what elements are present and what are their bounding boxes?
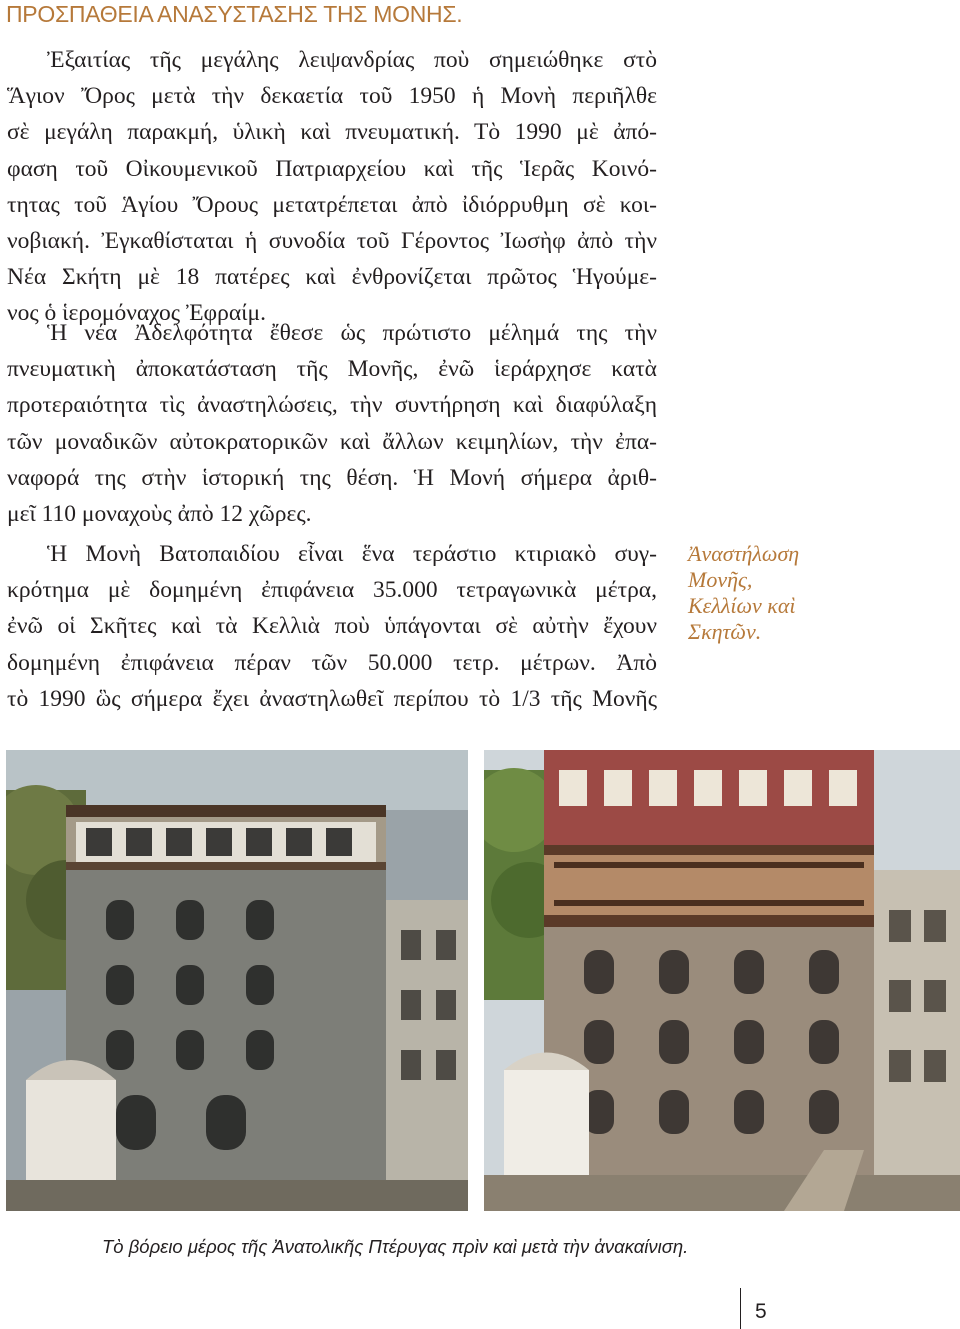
text-line: Νέα Σκήτη μὲ 18 πατέρες καὶ ἐνθρονίζεται πρῶτος Ἡγούμε- <box>7 264 657 291</box>
page-number: 5 <box>755 1300 767 1323</box>
photo-caption: Τὸ βόρειο μέρος τῆς Ἀνατολικῆς Πτέρυγας πρὶν καὶ μετὰ τὴν ἀνακαίνιση. <box>102 1236 689 1257</box>
text-line: πνευματικὴ ἀποκατάσταση τῆς Μονῆς, ἐνῶ ἱεράρχησε κατὰ <box>7 356 657 383</box>
margin-note-line: Ἀναστήλωση <box>688 541 800 566</box>
paragraph-history <box>7 42 657 332</box>
paragraph-brotherhood <box>7 315 657 532</box>
section-heading: ΠΡΟΣΠΑΘΕΙΑ ΑΝΑΣΥΣΤΑΣΗΣ ΤΗΣ ΜΟΝΗΣ. <box>6 1 463 27</box>
text-line: Ἅγιον Ὄρος μετὰ τὴν δεκαετία τοῦ 1950 ἡ Μονὴ περιῆλθε <box>7 83 657 110</box>
margin-note-line: Κελλίων καὶ <box>688 593 796 618</box>
text-line: νοβιακή. Ἐγκαθίσταται ἡ συνοδία τοῦ Γέροντος Ἰωσὴφ ἀπὸ τὴν <box>7 227 657 254</box>
text-line: μεῖ 110 μοναχοὺς ἀπὸ 12 χῶρες. <box>7 500 312 527</box>
text-line: ἐνῶ οἱ Σκῆτες καὶ τὰ Κελλιὰ ποὺ ὑπάγονται σὲ αὐτὴν ἔχουν <box>7 613 657 640</box>
text-line: τὸ 1990 ὣς σήμερα ἔχει ἀναστηλωθεῖ περίπου τὸ 1/3 τῆς Μονῆς <box>7 685 657 712</box>
text-line: προτεραιότητα τὶς ἀναστηλώσεις, τὴν συντήρηση καὶ διαφύλαξη <box>7 392 657 419</box>
paragraph-complex <box>7 536 657 717</box>
text-line: δομημένη ἐπιφάνεια πέραν τῶν 50.000 τετρ. μέτρων. Ἀπὸ <box>7 649 657 676</box>
text-line: ναφορά της στὴν ἱστορική της θέση. Ἡ Μονή σήμερα ἀριθ- <box>7 464 657 491</box>
text-line: Ἡ Μονὴ Βατοπαιδίου εἶναι ἕνα τεράστιο κτιριακὸ συγ- <box>47 541 657 567</box>
text-line: κρότημα μὲ δομημένη ἐπιφάνεια 35.000 τετραγωνικὰ μέτρα, <box>7 577 657 604</box>
photo-before-renovation <box>6 750 468 1211</box>
margin-note <box>688 541 888 645</box>
text-line: φαση τοῦ Οἰκουμενικοῦ Πατριαρχείου καὶ τῆς Ἱερᾶς Κοινό- <box>7 155 657 182</box>
text-line: Ἐξαιτίας τῆς μεγάλης λειψανδρίας ποὺ σημειώθηκε στὸ <box>47 47 657 73</box>
text-line: τητας τοῦ Ἁγίου Ὄρους μετατρέπεται ἀπὸ ἰδιόρρυθμη σὲ κοι- <box>7 191 657 218</box>
text-line: τῶν μοναδικῶν αὐτοκρατορικῶν καὶ ἄλλων κειμηλίων, τὴν ἐπα- <box>7 428 657 455</box>
page-number-rule <box>740 1288 741 1329</box>
photo-after-renovation <box>484 750 960 1211</box>
text-line: Ἡ νέα Ἀδελφότητα ἔθεσε ὡς πρώτιστο μέλημά της τὴν <box>47 320 657 346</box>
text-line: νος ὁ ἱερομόναχος Ἐφραίμ. <box>7 300 266 327</box>
margin-note-line: Σκητῶν. <box>688 619 762 644</box>
text-line: σὲ μεγάλη παρακμή, ὑλικὴ καὶ πνευματική. Τὸ 1990 μὲ ἀπό- <box>7 119 657 146</box>
margin-note-line: Μονῆς, <box>688 567 753 592</box>
